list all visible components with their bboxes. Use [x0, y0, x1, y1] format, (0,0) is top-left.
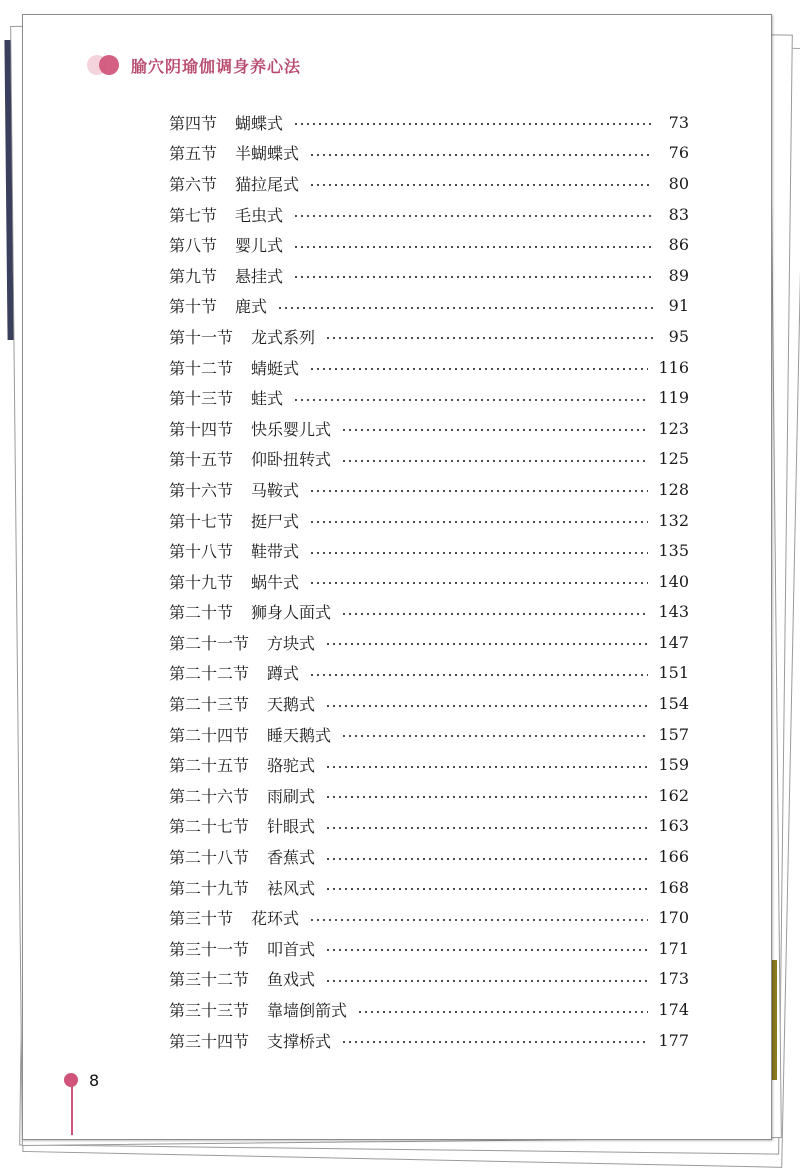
toc-entry[interactable] — [169, 229, 689, 260]
toc-entry[interactable] — [169, 627, 689, 658]
toc-page-number: 163 — [658, 816, 689, 836]
toc-entry[interactable] — [169, 199, 689, 230]
dot-leader — [293, 123, 653, 125]
toc-entry-title: 悬挂式 — [235, 266, 284, 286]
toc-entry[interactable] — [169, 688, 689, 719]
dot-leader — [293, 399, 648, 401]
toc-page-number: 76 — [668, 143, 689, 163]
toc-section-label: 第十节 — [169, 297, 218, 317]
dot-leader — [309, 674, 648, 676]
dot-leader — [341, 735, 648, 737]
dot-leader — [309, 490, 648, 492]
dot-leader — [277, 307, 653, 309]
toc-entry[interactable] — [169, 413, 689, 444]
dot-leader — [309, 184, 653, 186]
toc-entry[interactable] — [169, 352, 689, 383]
toc-entry-title: 龙式系列 — [251, 327, 316, 347]
toc-entry-title: 叩首式 — [267, 939, 316, 959]
footer-bar — [71, 1079, 73, 1135]
dot-leader — [293, 276, 653, 278]
toc-section-label: 第十五节 — [169, 450, 234, 470]
footer-dot-icon — [64, 1073, 78, 1087]
toc-page-number: 170 — [658, 908, 689, 928]
toc-entry[interactable] — [169, 1025, 689, 1056]
toc-section-label: 第十八节 — [169, 542, 234, 562]
dot-leader — [293, 246, 653, 248]
toc-entry[interactable] — [169, 964, 689, 995]
toc-entry-title: 婴儿式 — [235, 236, 284, 256]
dot-leader — [325, 980, 648, 982]
toc-entry-title: 方块式 — [267, 633, 316, 653]
toc-page-number: 166 — [658, 847, 689, 867]
toc-entry-title: 花环式 — [251, 909, 300, 929]
toc-entry[interactable] — [169, 841, 689, 872]
toc-section-label: 第十九节 — [169, 572, 234, 592]
toc-page-number: 89 — [668, 265, 689, 285]
toc-page-number: 86 — [668, 235, 689, 255]
dot-leader — [293, 215, 653, 217]
toc-page-number: 132 — [658, 510, 689, 530]
toc-entry-title: 靠墙倒箭式 — [267, 1001, 348, 1021]
header-circles-icon — [87, 53, 123, 77]
toc-entry[interactable] — [169, 168, 689, 199]
toc-entry-title: 快乐婴儿式 — [251, 419, 332, 439]
toc-entry-title: 骆驼式 — [267, 756, 316, 776]
toc-page-number: 159 — [658, 755, 689, 775]
toc-page-number: 168 — [658, 877, 689, 897]
toc-entry-title: 鱼戏式 — [267, 970, 316, 990]
toc-entry-title: 蜻蜓式 — [251, 358, 300, 378]
running-header — [87, 53, 301, 77]
toc-section-label: 第五节 — [169, 144, 218, 164]
dot-leader — [325, 949, 648, 951]
toc-entry-title: 睡天鹅式 — [267, 725, 332, 745]
toc-page-number: 116 — [658, 357, 689, 377]
toc-entry[interactable] — [169, 811, 689, 842]
toc-section-label: 第二十节 — [169, 603, 234, 623]
toc-entry-title: 狮身人面式 — [251, 603, 332, 623]
toc-entry-title: 香蕉式 — [267, 848, 316, 868]
toc-section-label: 第四节 — [169, 113, 218, 133]
toc-section-label: 第二十一节 — [169, 633, 250, 653]
toc-page-number: 143 — [658, 602, 689, 622]
toc-entry-title: 毛虫式 — [235, 205, 284, 225]
dark-circle — [99, 55, 119, 75]
dot-leader — [341, 460, 648, 462]
toc-entry[interactable] — [169, 321, 689, 352]
toc-entry[interactable] — [169, 902, 689, 933]
dot-leader — [341, 613, 648, 615]
toc-section-label: 第二十九节 — [169, 878, 250, 898]
toc-entry-title: 蝴蝶式 — [235, 113, 284, 133]
toc-entry-title: 雨刷式 — [267, 786, 316, 806]
toc-section-label: 第十六节 — [169, 480, 234, 500]
toc-entry-title: 仰卧扭转式 — [251, 450, 332, 470]
toc-section-label: 第八节 — [169, 236, 218, 256]
toc-section-label: 第三十四节 — [169, 1031, 250, 1051]
dot-leader — [325, 827, 648, 829]
toc-page-number: 174 — [658, 1000, 689, 1020]
toc-entry[interactable] — [169, 994, 689, 1025]
toc-entry-title: 鞋带式 — [251, 542, 300, 562]
toc-entry[interactable] — [169, 291, 689, 322]
toc-section-label: 第十二节 — [169, 358, 234, 378]
toc-entry[interactable] — [169, 933, 689, 964]
toc-entry-title: 针眼式 — [267, 817, 316, 837]
toc-entry[interactable] — [169, 505, 689, 536]
toc-section-label: 第十七节 — [169, 511, 234, 531]
dot-leader — [325, 858, 648, 860]
dot-leader — [325, 705, 648, 707]
toc-section-label: 第三十节 — [169, 909, 234, 929]
toc-entry-title: 天鹅式 — [267, 695, 316, 715]
dot-leader — [341, 1041, 648, 1043]
toc-entry-title: 鹿式 — [235, 297, 268, 317]
toc-section-label: 第二十三节 — [169, 695, 250, 715]
toc-entry[interactable] — [169, 138, 689, 169]
toc-entry-title: 挺尸式 — [251, 511, 300, 531]
toc-section-label: 第二十六节 — [169, 786, 250, 806]
toc-entry[interactable] — [169, 444, 689, 475]
toc-section-label: 第十四节 — [169, 419, 234, 439]
dot-leader — [325, 337, 653, 339]
toc-entry[interactable] — [169, 658, 689, 689]
toc-entry-title: 半蝴蝶式 — [235, 144, 300, 164]
toc-section-label: 第十一节 — [169, 327, 234, 347]
toc-page-number: 171 — [658, 938, 689, 958]
toc-page-number: 154 — [658, 694, 689, 714]
toc-entry[interactable] — [169, 566, 689, 597]
toc-page-number: 125 — [658, 449, 689, 469]
toc-entry[interactable] — [169, 597, 689, 628]
table-of-contents — [169, 107, 689, 1055]
dot-leader — [309, 552, 648, 554]
toc-section-label: 第二十四节 — [169, 725, 250, 745]
toc-entry[interactable] — [169, 780, 689, 811]
toc-section-label: 第三十二节 — [169, 970, 250, 990]
toc-page-number: 83 — [668, 204, 689, 224]
toc-section-label: 第十三节 — [169, 389, 234, 409]
toc-page-number: 173 — [658, 969, 689, 989]
toc-section-label: 第二十七节 — [169, 817, 250, 837]
toc-entry-title: 袪风式 — [267, 878, 316, 898]
toc-page-number: 151 — [658, 663, 689, 683]
toc-entry-title: 蹲式 — [267, 664, 300, 684]
toc-page-number: 157 — [658, 724, 689, 744]
toc-entry-title: 猫拉尾式 — [235, 174, 300, 194]
toc-entry[interactable] — [169, 719, 689, 750]
dot-leader — [309, 582, 648, 584]
toc-entry[interactable] — [169, 260, 689, 291]
toc-section-label: 第七节 — [169, 205, 218, 225]
dot-leader — [325, 796, 648, 798]
toc-entry[interactable] — [169, 474, 689, 505]
dot-leader — [325, 888, 648, 890]
toc-section-label: 第六节 — [169, 174, 218, 194]
dot-leader — [325, 766, 648, 768]
toc-entry-title: 蜗牛式 — [251, 572, 300, 592]
toc-section-label: 第三十三节 — [169, 1001, 250, 1021]
toc-page-number: 128 — [658, 479, 689, 499]
toc-page-number: 135 — [658, 541, 689, 561]
toc-entry-title: 蛙式 — [251, 389, 284, 409]
toc-page-number: 119 — [658, 388, 689, 408]
toc-entry[interactable] — [169, 872, 689, 903]
toc-section-label: 第九节 — [169, 266, 218, 286]
toc-page-number: 140 — [658, 571, 689, 591]
toc-entry[interactable] — [169, 107, 689, 138]
toc-page-number: 177 — [658, 1030, 689, 1050]
toc-entry[interactable] — [169, 382, 689, 413]
dot-leader — [309, 919, 648, 921]
toc-entry[interactable] — [169, 535, 689, 566]
toc-page-number: 147 — [658, 632, 689, 652]
toc-entry-title: 马鞍式 — [251, 480, 300, 500]
toc-page-number: 80 — [668, 173, 689, 193]
toc-entry[interactable] — [169, 749, 689, 780]
toc-section-label: 第二十五节 — [169, 756, 250, 776]
toc-section-label: 第二十八节 — [169, 848, 250, 868]
dot-leader — [357, 1011, 648, 1013]
toc-section-label: 第三十一节 — [169, 939, 250, 959]
page-number: 8 — [89, 1071, 100, 1090]
toc-page-number: 95 — [668, 326, 689, 346]
toc-entry-title: 支撑桥式 — [267, 1031, 332, 1051]
dot-leader — [325, 643, 648, 645]
toc-page-number: 91 — [668, 296, 689, 316]
toc-section-label: 第二十二节 — [169, 664, 250, 684]
toc-page-number: 123 — [658, 418, 689, 438]
book-title: 腧穴阴瑜伽调身养心法 — [131, 56, 302, 76]
toc-page-number: 162 — [658, 785, 689, 805]
dot-leader — [309, 368, 648, 370]
dot-leader — [309, 521, 648, 523]
toc-page-number: 73 — [668, 112, 689, 132]
book-page — [22, 14, 772, 1140]
dot-leader — [309, 154, 653, 156]
dot-leader — [341, 429, 648, 431]
